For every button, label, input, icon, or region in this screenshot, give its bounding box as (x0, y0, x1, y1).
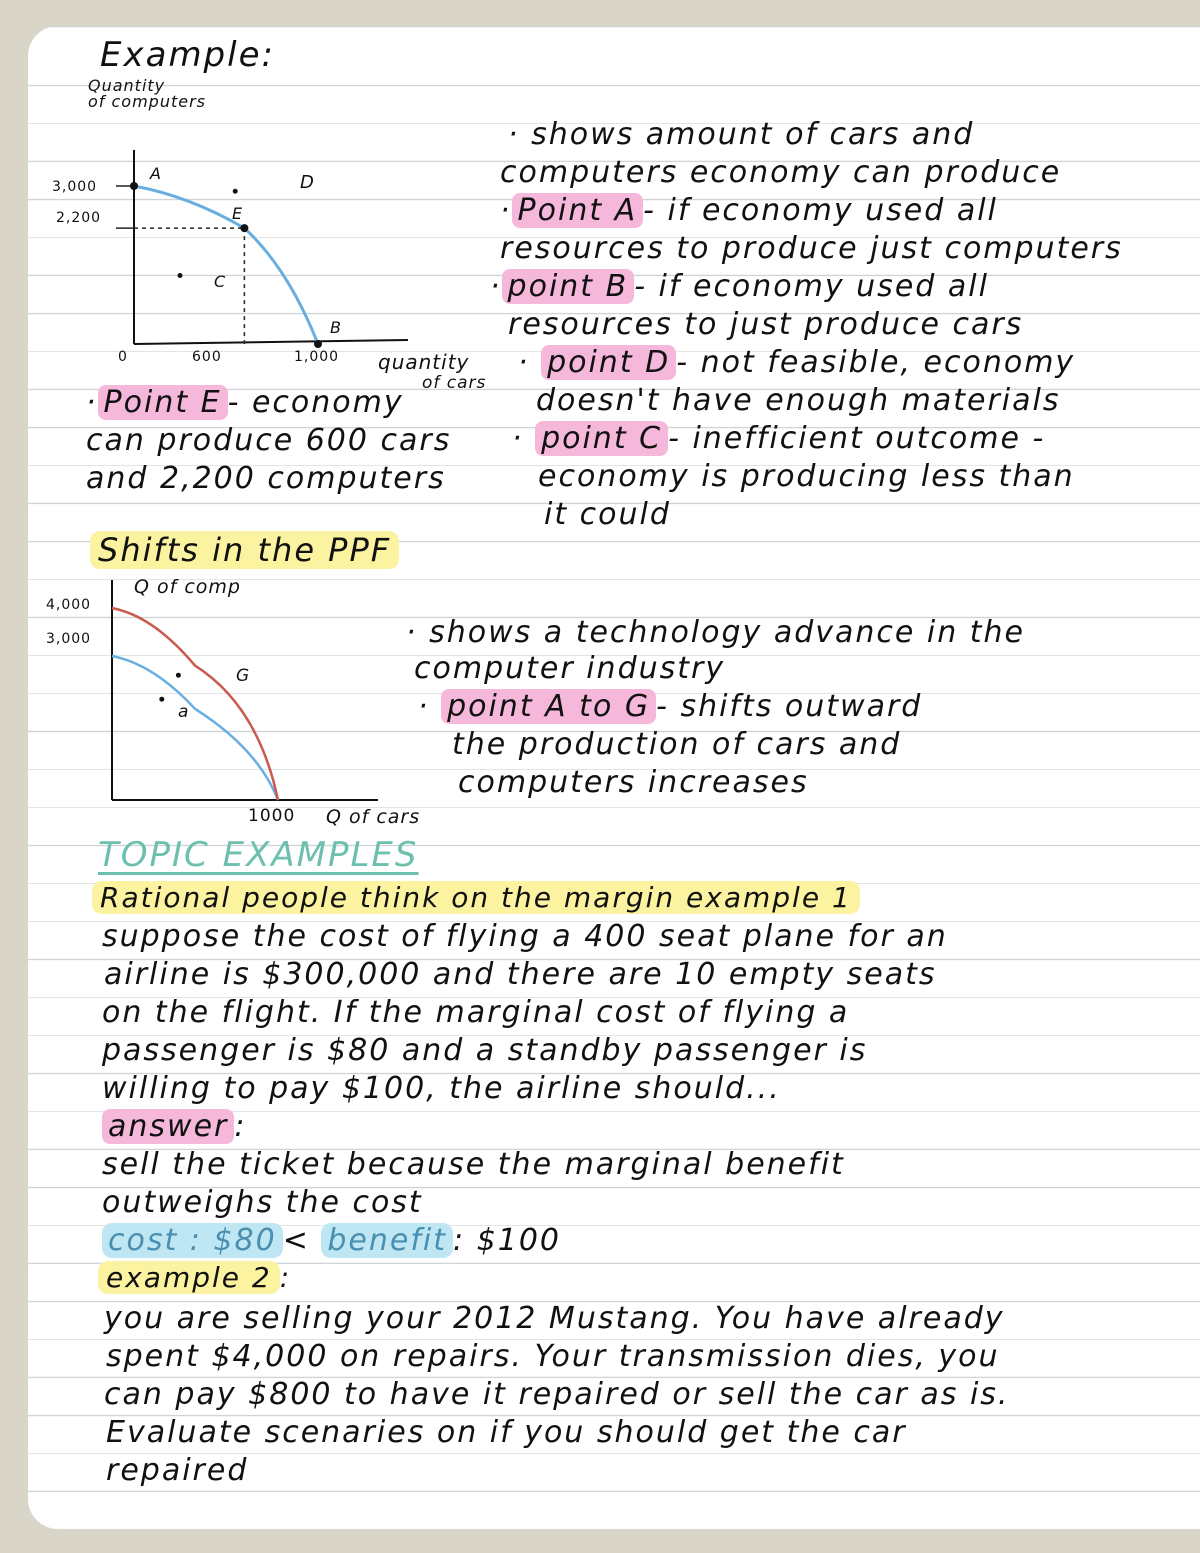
note-point-e-line1: - economy (227, 385, 404, 420)
example1-title: Rational people think on the margin example 1 (92, 881, 860, 914)
chart1-x-tick-1000: 1,000 (294, 349, 340, 365)
example-heading: Example: (100, 35, 275, 75)
answer-line2: outweighs the cost (102, 1185, 423, 1220)
note-point-b-line2: resources to just produce cars (508, 307, 1024, 342)
chart1-y-tick-2200: 2,200 (56, 210, 102, 226)
answer-line1: sell the ticket because the marginal benefit (102, 1147, 845, 1182)
note-point-a-line2: resources to produce just computers (500, 231, 1123, 266)
point-label-c: C (214, 272, 228, 291)
example2-title: example 2 (98, 1261, 280, 1294)
highlight-point-a: Point A (512, 193, 644, 228)
note-point-e-line3: and 2,200 computers (86, 461, 446, 496)
highlight-point-e: Point E (98, 385, 228, 420)
highlight-point-c: point C (535, 421, 668, 456)
bullet: · (406, 615, 430, 650)
bullet: · (518, 345, 542, 380)
bullet: · (512, 421, 536, 456)
answer-colon: : (234, 1109, 247, 1144)
note-point-b-line1: - if economy used all (634, 269, 989, 304)
bullet: · (490, 269, 502, 304)
shifts-y-tick-3000: 3,000 (46, 631, 92, 647)
point-label-b: B (330, 318, 343, 337)
ppf-shifted-curve (112, 608, 278, 800)
highlight-point-b: point B (502, 269, 635, 304)
shifts-point-g: G (236, 666, 252, 686)
chart1-x-label-line1: quantity (378, 350, 470, 374)
point-label-e: E (232, 204, 245, 223)
shift-point-g (176, 673, 181, 678)
example2-line3: can pay $800 to have it repaired or sell the car as is. (104, 1377, 1010, 1412)
note-point-c-line1: - inefficient outcome - (668, 421, 1046, 456)
note-point-d-line1: - not feasible, economy (676, 345, 1076, 380)
note-intro-line2: computers economy can produce (500, 155, 1062, 190)
cost-label: cost : $80 (102, 1223, 283, 1258)
note-point-e-line2: can produce 600 cars (86, 423, 452, 458)
note-point-d-line2: doesn't have enough materials (536, 383, 1061, 418)
shifts-heading: Shifts in the PPF (90, 531, 399, 569)
shifts-y-tick-4000: 4,000 (46, 597, 92, 613)
bullet: · (500, 193, 512, 228)
chart1-y-label-line1: Quantity (88, 76, 166, 95)
note-intro-line1: shows amount of cars and (531, 117, 975, 152)
bullet: · (508, 117, 532, 152)
bullet: · (418, 689, 442, 724)
example2-line1: you are selling your 2012 Mustang. You have already (104, 1301, 1005, 1336)
example1-line5: willing to pay $100, the airline should... (102, 1071, 781, 1106)
example1-line3: on the flight. If the marginal cost of flying a (102, 995, 850, 1030)
chart1-x-tick-0: 0 (118, 349, 128, 365)
shifts-note1-line2: computer industry (414, 651, 726, 686)
shifts-note1-line1: shows a technology advance in the (429, 615, 1025, 650)
example1-line2: airline is $300,000 and there are 10 empty seats (104, 957, 937, 992)
shifts-point-a: a (178, 702, 191, 722)
chart1-y-label-line2: of computers (88, 92, 207, 111)
point-label-a: A (150, 164, 163, 183)
chart1-y-tick-3000: 3,000 (52, 179, 98, 195)
bullet: · (86, 385, 98, 420)
example2-line4: Evaluate scenaries on if you should get the car (106, 1415, 907, 1450)
shifts-note2-line1: - shifts outward (656, 689, 923, 724)
shifts-x-label: Q of cars (326, 806, 421, 828)
note-point-c-line3: it could (544, 497, 671, 532)
shifts-note2-line2: the production of cars and (452, 727, 902, 762)
shifts-x-tick-1000: 1000 (248, 806, 296, 826)
example2-colon: : (279, 1261, 292, 1294)
shift-point-a (159, 697, 164, 702)
point-label-d: D (300, 172, 316, 193)
benefit-label: benefit (321, 1223, 453, 1258)
chart1-x-label-line2: of cars (422, 373, 487, 393)
answer-label: answer (102, 1109, 234, 1144)
compare-sign: < (282, 1223, 310, 1258)
chart1-x-tick-600: 600 (192, 349, 222, 365)
example1-line1: suppose the cost of flying a 400 seat plane for an (102, 919, 948, 954)
benefit-value: : $100 (453, 1223, 562, 1258)
shifts-note2-line3: computers increases (458, 765, 809, 800)
shifts-y-label: Q of comp (134, 576, 241, 598)
note-point-a-line1: - if economy used all (643, 193, 998, 228)
topic-examples-heading: TOPIC EXAMPLES (98, 835, 419, 875)
example1-line4: passenger is $80 and a standby passenger is (102, 1033, 868, 1068)
note-point-c-line2: economy is producing less than (538, 459, 1075, 494)
highlight-point-d: point D (541, 345, 676, 380)
example2-line5: repaired (106, 1453, 249, 1488)
highlight-point-a-to-g: point A to G (441, 689, 656, 724)
example2-line2: spent $4,000 on repairs. Your transmission dies, you (106, 1339, 1000, 1374)
